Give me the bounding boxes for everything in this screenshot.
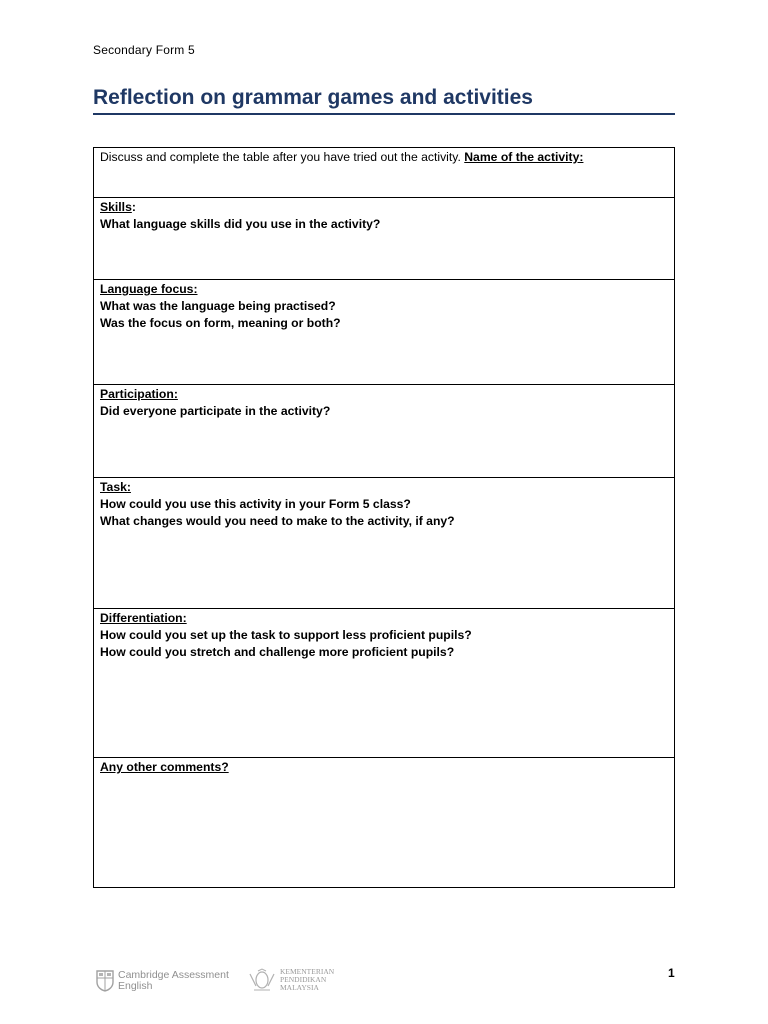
table-row-skills[interactable] [94,197,674,279]
skills-heading-colon: : [131,200,136,214]
table-row-participation[interactable] [94,384,674,477]
kpm-logo-line-2: PENDIDIKAN [280,975,327,984]
table-row-other-comments[interactable] [94,757,674,887]
task-question-1: How could you use this activity in your Form 5 class? [100,497,411,511]
skills-question-1: What language skills did you use in the activity? [100,217,381,231]
malaysia-crest-icon [248,968,276,992]
participation-question-1: Did everyone participate in the activity? [100,404,331,418]
cambridge-logo-text [118,970,229,992]
differentiation-heading: Differentiation: [100,611,187,625]
reflection-table [93,147,675,888]
cambridge-logo-line-1: Cambridge Assessment [118,969,229,981]
kpm-logo [248,968,334,992]
table-row-differentiation[interactable] [94,608,674,757]
language-focus-question-2: Was the focus on form, meaning or both? [100,316,341,330]
running-header: Secondary Form 5 [93,43,195,57]
other-comments-heading: Any other comments? [100,760,229,774]
table-row-task[interactable] [94,477,674,608]
kpm-logo-text [280,968,334,992]
differentiation-question-2: How could you stretch and challenge more proficient pupils? [100,645,455,659]
page-number: 1 [668,966,675,980]
language-focus-heading: Language focus: [100,282,198,296]
table-row-intro[interactable] [94,148,674,197]
table-row-language-focus[interactable] [94,279,674,384]
skills-heading: Skills [100,200,132,214]
task-heading: Task: [100,480,131,494]
differentiation-question-1: How could you set up the task to support less proficient pupils? [100,628,472,642]
task-question-2: What changes would you need to make to the activity, if any? [100,514,455,528]
page-title: Reflection on grammar games and activities [93,86,675,115]
activity-name-label: Name of the activity: [464,150,584,164]
language-focus-question-1: What was the language being practised? [100,299,336,313]
cambridge-shield-icon [96,970,114,992]
cambridge-logo-line-2: English [118,980,153,992]
kpm-logo-line-3: MALAYSIA [280,983,319,992]
kpm-logo-line-1: KEMENTERIAN [280,967,335,976]
cambridge-assessment-logo [96,970,229,992]
intro-instructions: Discuss and complete the table after you have tried out the activity. [100,150,465,164]
participation-heading: Participation: [100,387,178,401]
